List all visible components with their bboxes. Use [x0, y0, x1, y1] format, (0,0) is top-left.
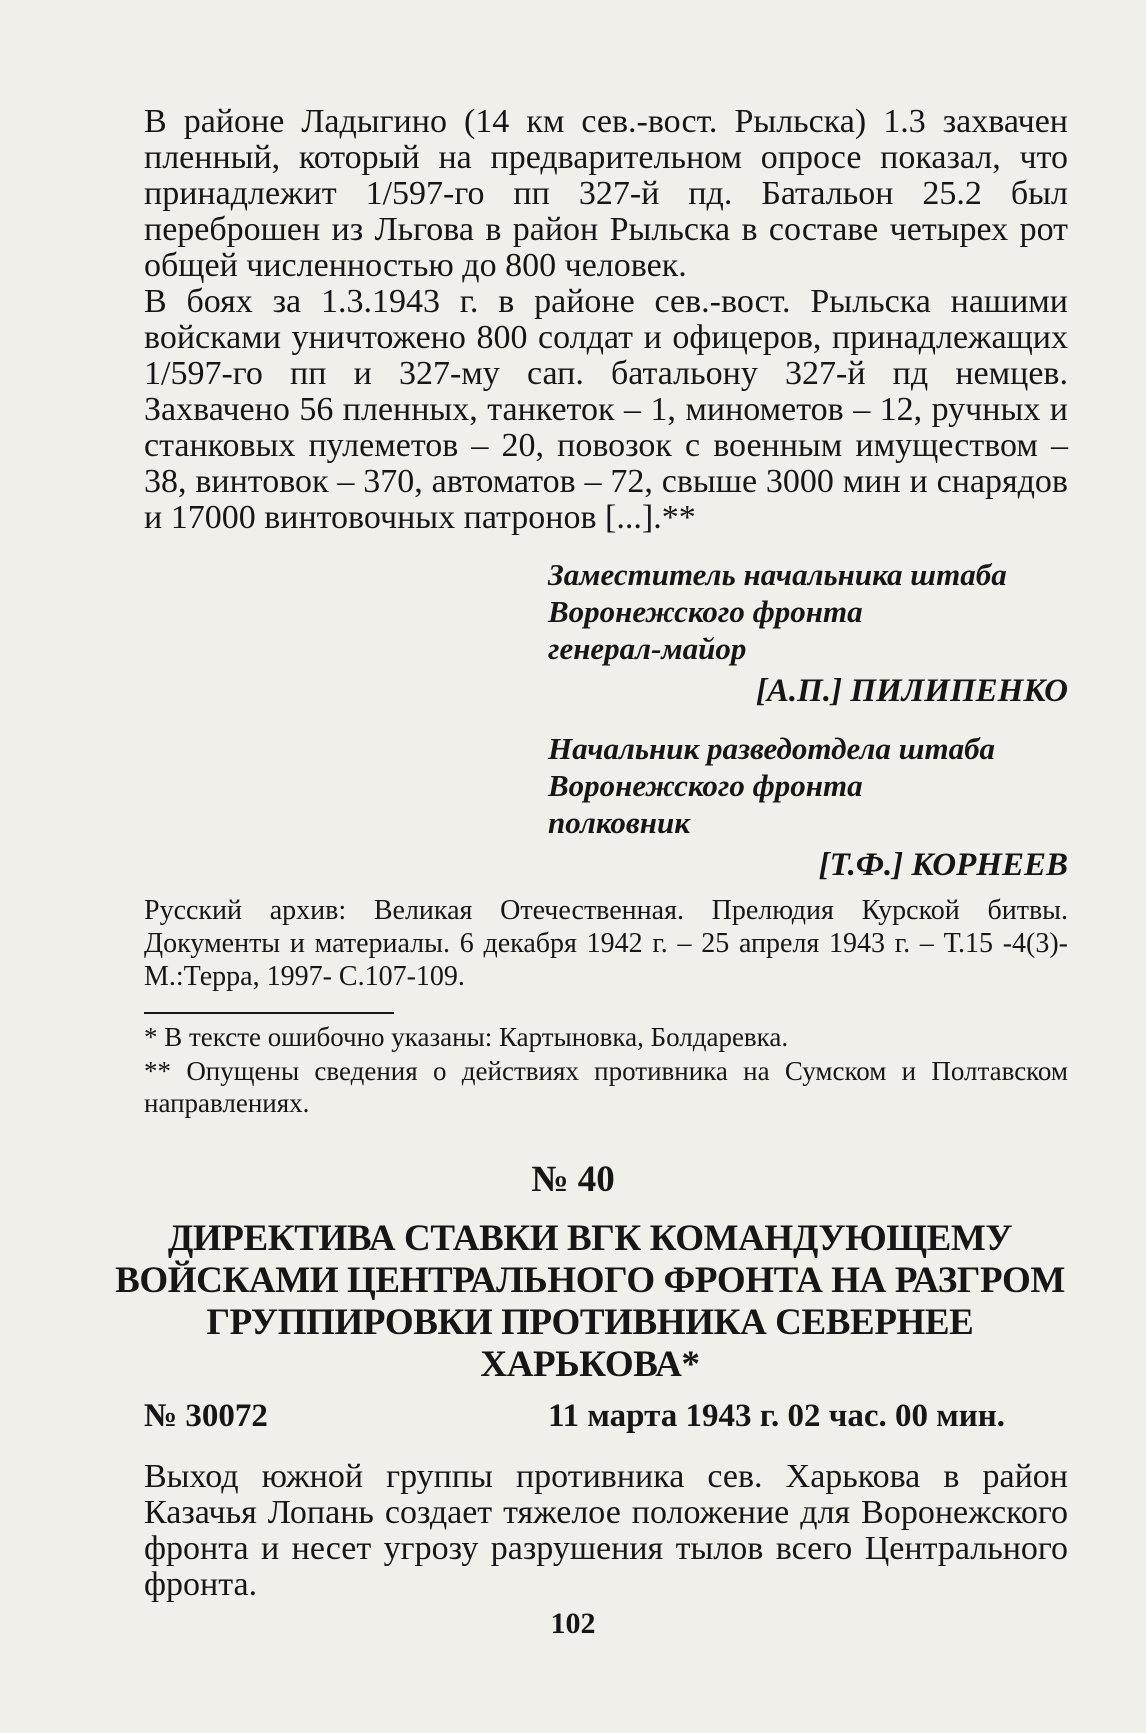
- signature-title-line: Заместитель начальника штаба: [548, 557, 1007, 592]
- page-number: 102: [550, 1607, 596, 1640]
- paragraph-battle-results: В боях за 1.3.1943 г. в районе сев.-вост. Рыльска нашими войсками уничтожено 800 солдат и офицеров, принадлежащих 1/597-го пп и 327-му сап. батальону 327-й пд немцев. Захвачено 56 пленных, танкеток – 1, минометов – 12, ручных и станковых пулеметов – 20, повозок с военным имуществом – 38, винтовок – 370, автоматов – 72, свыше 3000 мин и снарядов и 17000 винтовочных патронов [...].**: [144, 283, 1068, 536]
- signature-name: [А.П.] ПИЛИПЕНКО: [755, 673, 1068, 709]
- footnote-2: ** Опущены сведения о действиях противника на Сумском и Полтавском направлениях.: [144, 1056, 1068, 1118]
- signature-title-line: Начальник разведотдела штаба: [548, 731, 996, 766]
- signature-block-korneev: [548, 730, 1068, 884]
- paragraph-ladygino: В районе Ладыгино (14 км сев.-вост. Рыльска) 1.3 захвачен пленный, который на предварительном опросе показал, что принадлежит 1/597-го пп 327-й пд. Батальон 25.2 был переброшен из Льгова в район Рыльска в составе четырех рот общей численностью до 800 человек.: [144, 103, 1068, 284]
- document-title: ДИРЕКТИВА СТАВКИ ВГК КОМАНДУЮЩЕМУ ВОЙСКАМИ ЦЕНТРАЛЬНОГО ФРОНТА НА РАЗГРОМ ГРУППИРОВКИ ПРОТИВНИКА СЕВЕРНЕЕ ХАРЬКОВА*: [115, 1218, 1065, 1385]
- document-number-heading: № 40: [531, 1159, 615, 1200]
- source-citation: Русский архив: Великая Отечественная. Прелюдия Курской битвы. Документы и материалы. 6 декабря 1942 г. – 25 апреля 1943 г. – Т.15 -4(3)-М.:Терра, 1997- С.107-109.: [144, 895, 1068, 992]
- signature-title-line: Воронежского фронта: [548, 594, 863, 629]
- signature-title-line: Воронежского фронта: [548, 768, 863, 803]
- signature-name: [Т.Ф.] КОРНЕЕВ: [818, 847, 1068, 883]
- signature-block-pilipenko: [548, 556, 1068, 710]
- document-date: 11 марта 1943 г. 02 час. 00 мин.: [548, 1398, 1005, 1434]
- footnote-1: * В тексте ошибочно указаны: Картыновка, Болдаревка.: [144, 1022, 789, 1052]
- footnote-divider: [144, 1012, 394, 1014]
- signature-rank: полковник: [548, 805, 690, 840]
- paragraph-directive: Выход южной группы противника сев. Харькова в район Казачья Лопань создает тяжелое положение для Воронежского фронта и несет угрозу разрушения тылов всего Центрального фронта.: [144, 1458, 1068, 1603]
- signature-rank: генерал-майор: [548, 631, 747, 666]
- document-reference-number: № 30072: [144, 1398, 268, 1434]
